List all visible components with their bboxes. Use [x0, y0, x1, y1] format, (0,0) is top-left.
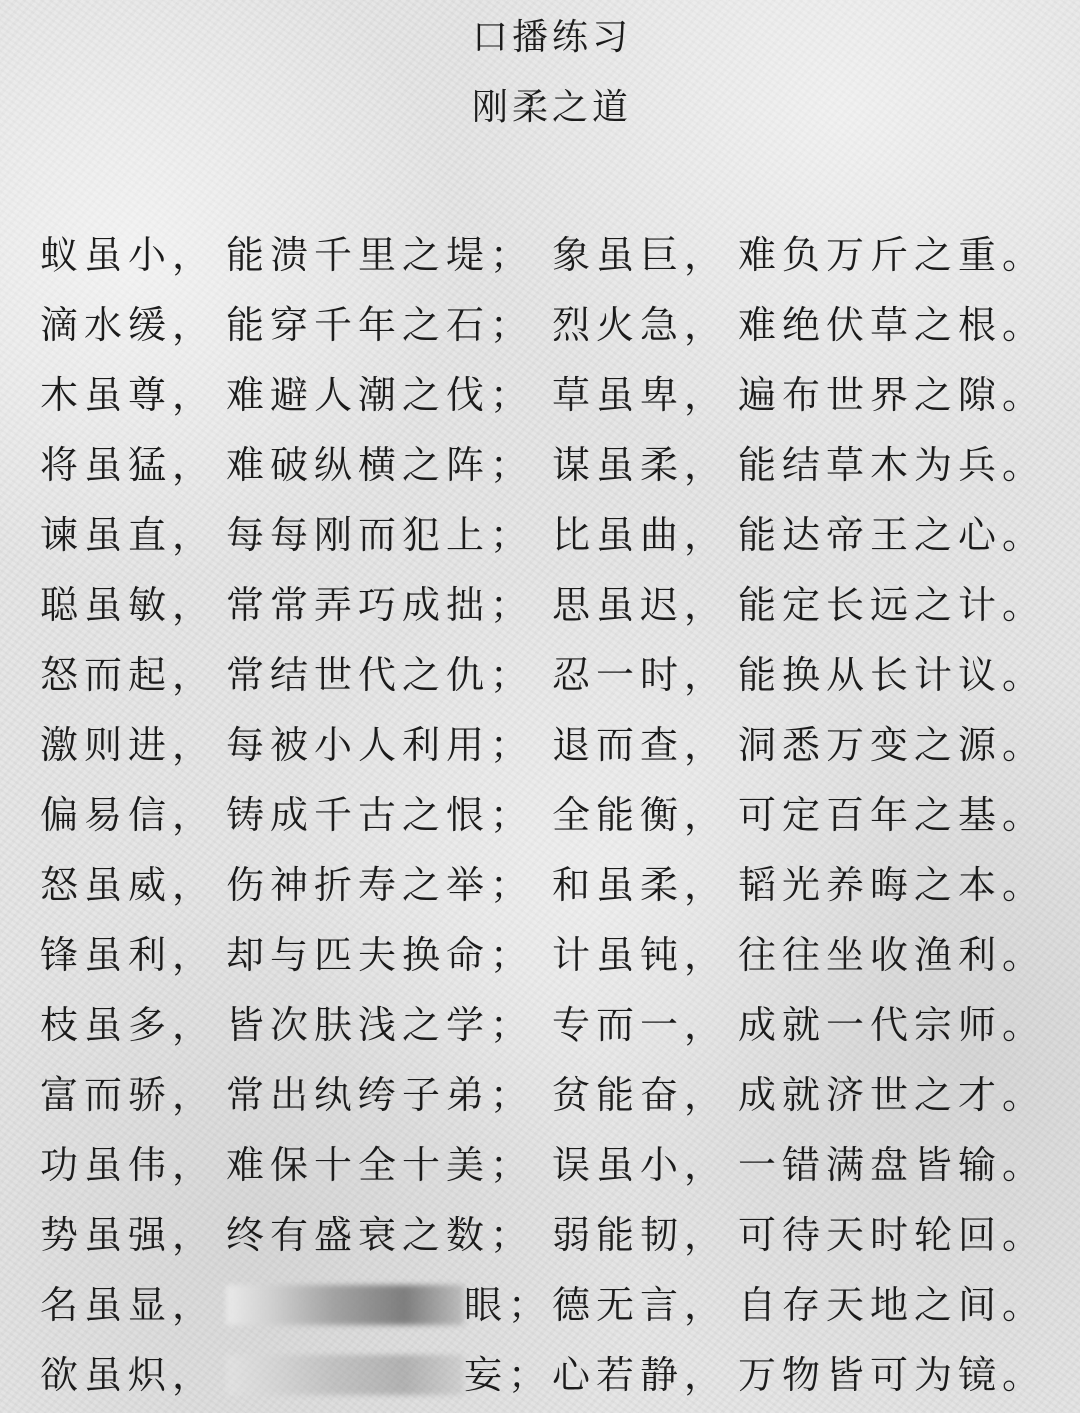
- line-phrase-4: 难负万斤之重。: [738, 233, 1047, 277]
- poem-line: [40, 850, 1060, 920]
- line-phrase-1: 欲虽炽，: [40, 1353, 217, 1397]
- line-phrase-2: [226, 1283, 552, 1327]
- poem-line: [40, 780, 1060, 850]
- line-phrase-1: 激则进，: [40, 723, 217, 767]
- line-phrase-4: 能达帝王之心。: [738, 513, 1047, 557]
- line-phrase-1: 怒而起，: [40, 653, 217, 697]
- poem-line: [40, 430, 1060, 500]
- line-phrase-2: 终有盛衰之数；: [226, 1213, 535, 1257]
- line-phrase-2: 常结世代之仇；: [226, 653, 535, 697]
- line-phrase-2: 常出纨绔子弟；: [226, 1073, 535, 1117]
- line-phrase-3: 忍一时，: [552, 653, 729, 697]
- line-phrase-2-end: 眼；: [463, 1283, 552, 1327]
- line-phrase-1: 蚁虽小，: [40, 233, 217, 277]
- line-phrase-2: [226, 1353, 552, 1397]
- line-phrase-2: 能穿千年之石；: [226, 303, 535, 347]
- line-phrase-2: 铸成千古之恨；: [226, 793, 535, 837]
- line-phrase-3: 和虽柔，: [552, 863, 729, 907]
- poem-line: [40, 290, 1060, 360]
- line-phrase-2: 能溃千里之堤；: [226, 233, 535, 277]
- line-phrase-4: 能换从长计议。: [738, 653, 1047, 697]
- line-phrase-4: 万物皆可为镜。: [738, 1353, 1047, 1397]
- line-phrase-4: 可定百年之基。: [738, 793, 1047, 837]
- line-phrase-3: 心若静，: [552, 1353, 729, 1397]
- line-phrase-3: 草虽卑，: [552, 373, 729, 417]
- line-phrase-2: 难避人潮之伐；: [226, 373, 535, 417]
- line-phrase-1: 木虽尊，: [40, 373, 217, 417]
- line-phrase-4: 洞悉万变之源。: [738, 723, 1047, 767]
- line-phrase-3: 退而查，: [552, 723, 729, 767]
- poem-line: [40, 640, 1060, 710]
- line-phrase-1: 势虽强，: [40, 1213, 217, 1257]
- page-title: 口播练习: [471, 17, 632, 58]
- line-phrase-4: 能定长远之计。: [738, 583, 1047, 627]
- line-phrase-2: 却与匹夫换命；: [226, 933, 535, 977]
- line-phrase-1: 枝虽多，: [40, 1003, 217, 1047]
- poem-line: [40, 920, 1060, 990]
- poem-line: [40, 220, 1060, 290]
- redaction-blur: [226, 1285, 464, 1325]
- line-phrase-4: 可待天时轮回。: [738, 1213, 1047, 1257]
- poem-line: [40, 360, 1060, 430]
- line-phrase-2: 每每刚而犯上；: [226, 513, 535, 557]
- line-phrase-1: 怒虽威，: [40, 863, 217, 907]
- poem-line: [40, 500, 1060, 570]
- line-phrase-3: 象虽巨，: [552, 233, 729, 277]
- line-phrase-2: 皆次肤浅之学；: [226, 1003, 535, 1047]
- line-phrase-3: 贫能奋，: [552, 1073, 729, 1117]
- line-phrase-3: 全能衡，: [552, 793, 729, 837]
- line-phrase-3: 专而一，: [552, 1003, 729, 1047]
- line-phrase-1: 滴水缓，: [40, 303, 217, 347]
- poem-line-partially-redacted: [40, 1270, 1060, 1340]
- line-phrase-1: 富而骄，: [40, 1073, 217, 1117]
- line-phrase-2: 常常弄巧成拙；: [226, 583, 535, 627]
- line-phrase-1: 锋虽利，: [40, 933, 217, 977]
- line-phrase-1: 谏虽直，: [40, 513, 217, 557]
- line-phrase-3: 谋虽柔，: [552, 443, 729, 487]
- line-phrase-3: 德无言，: [552, 1283, 729, 1327]
- redaction-blur: [226, 1355, 464, 1395]
- line-phrase-1: 名虽显，: [40, 1283, 217, 1327]
- line-phrase-4: 往往坐收渔利。: [738, 933, 1047, 977]
- line-phrase-3: 思虽迟，: [552, 583, 729, 627]
- poem-line-partially-redacted: [40, 1340, 1060, 1410]
- line-phrase-4: 一错满盘皆输。: [738, 1143, 1047, 1187]
- poem-line: [40, 1060, 1060, 1130]
- poem-line: [40, 710, 1060, 780]
- line-phrase-4: 成就一代宗师。: [738, 1003, 1047, 1047]
- line-phrase-2: 难保十全十美；: [226, 1143, 535, 1187]
- poem-line: [40, 1130, 1060, 1200]
- line-phrase-3: 计虽钝，: [552, 933, 729, 977]
- line-phrase-1: 聪虽敏，: [40, 583, 217, 627]
- line-phrase-3: 弱能韧，: [552, 1213, 729, 1257]
- line-phrase-2: 每被小人利用；: [226, 723, 535, 767]
- line-phrase-1: 将虽猛，: [40, 443, 217, 487]
- poem-line: [40, 990, 1060, 1060]
- line-phrase-4: 遍布世界之隙。: [738, 373, 1047, 417]
- line-phrase-2: 伤神折寿之举；: [226, 863, 535, 907]
- line-phrase-1: 功虽伟，: [40, 1143, 217, 1187]
- line-phrase-4: 韬光养晦之本。: [738, 863, 1047, 907]
- line-phrase-1: 偏易信，: [40, 793, 217, 837]
- line-phrase-4: 难绝伏草之根。: [738, 303, 1047, 347]
- line-phrase-4: 自存天地之间。: [738, 1283, 1047, 1327]
- line-phrase-3: 误虽小，: [552, 1143, 729, 1187]
- poem-line: [40, 570, 1060, 640]
- poem-body: [40, 220, 1060, 1410]
- line-phrase-3: 比虽曲，: [552, 513, 729, 557]
- line-phrase-3: 烈火急，: [552, 303, 729, 347]
- line-phrase-2: 难破纵横之阵；: [226, 443, 535, 487]
- line-phrase-2-end: 妄；: [463, 1353, 552, 1397]
- page-subtitle: 刚柔之道: [471, 87, 632, 128]
- line-phrase-4: 能结草木为兵。: [738, 443, 1047, 487]
- line-phrase-4: 成就济世之才。: [738, 1073, 1047, 1117]
- poem-line: [40, 1200, 1060, 1270]
